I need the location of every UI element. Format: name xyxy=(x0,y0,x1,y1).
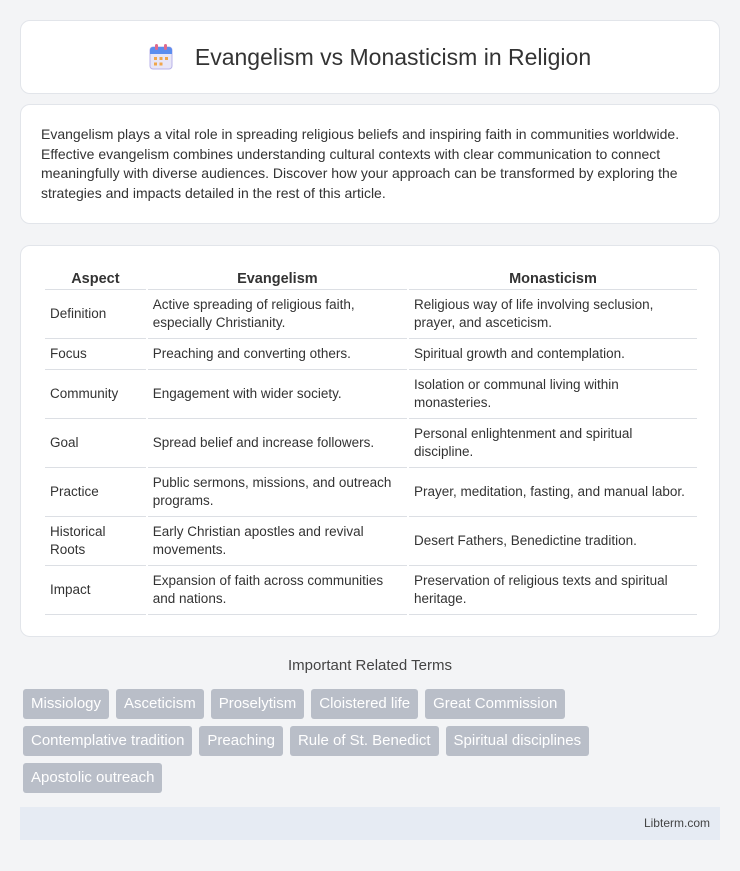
related-terms-list xyxy=(23,689,723,793)
table-cell: Isolation or communal living within monasteries. xyxy=(409,370,697,419)
table-row xyxy=(45,370,697,419)
related-term-tag[interactable]: Proselytism xyxy=(211,689,305,719)
related-term-tag[interactable]: Missiology xyxy=(23,689,109,719)
related-term-tag[interactable]: Rule of St. Benedict xyxy=(290,726,439,756)
table-cell: Active spreading of religious faith, especially Christianity. xyxy=(148,290,407,339)
related-terms-title: Important Related Terms xyxy=(288,657,452,674)
table-cell: Spread belief and increase followers. xyxy=(148,419,407,468)
related-term-tag[interactable]: Apostolic outreach xyxy=(23,763,162,793)
intro-text: Evangelism plays a vital role in spreading religious beliefs and inspiring faith in communities worldwide. Effective evangelism combines understanding cultural contexts with clear communication to connect meaningfully with diverse audiences. Discover how your approach can be transformed by exploring the strategies and impacts detailed in the rest of this article. xyxy=(41,126,680,201)
table-cell: Expansion of faith across communities and nations. xyxy=(148,566,407,615)
table-cell: Preaching and converting others. xyxy=(148,339,407,370)
header-card xyxy=(20,20,720,94)
table-cell: Public sermons, missions, and outreach programs. xyxy=(148,468,407,517)
table-row xyxy=(45,517,697,566)
related-term-tag[interactable]: Great Commission xyxy=(425,689,565,719)
table-row xyxy=(45,290,697,339)
table-cell: Desert Fathers, Benedictine tradition. xyxy=(409,517,697,566)
table-row xyxy=(45,468,697,517)
related-term-tag[interactable]: Contemplative tradition xyxy=(23,726,192,756)
intro-card xyxy=(20,104,720,224)
footer xyxy=(20,807,720,840)
table-cell: Personal enlightenment and spiritual discipline. xyxy=(409,419,697,468)
column-header: Evangelism xyxy=(148,268,407,290)
footer-site-link[interactable]: Libterm.com xyxy=(643,816,710,830)
page-title: Evangelism vs Monasticism in Religion xyxy=(194,43,592,70)
column-header: Aspect xyxy=(45,268,146,290)
table-cell: Focus xyxy=(45,339,146,370)
table-cell: Historical Roots xyxy=(45,517,146,566)
table-row xyxy=(45,419,697,468)
comparison-table-card xyxy=(20,245,720,637)
table-row xyxy=(45,339,697,370)
table-cell: Early Christian apostles and revival movements. xyxy=(148,517,407,566)
related-term-tag[interactable]: Cloistered life xyxy=(311,689,418,719)
related-term-tag[interactable]: Asceticism xyxy=(116,689,204,719)
table-cell: Prayer, meditation, fasting, and manual labor. xyxy=(409,468,697,517)
calendar-icon xyxy=(149,44,173,70)
table-cell: Definition xyxy=(45,290,146,339)
title-wrap xyxy=(149,44,591,71)
table-cell: Preservation of religious texts and spiritual heritage. xyxy=(409,566,697,615)
related-term-tag[interactable]: Spiritual disciplines xyxy=(446,726,590,756)
table-cell: Goal xyxy=(45,419,146,468)
table-cell: Practice xyxy=(45,468,146,517)
table-cell: Impact xyxy=(45,566,146,615)
table-row xyxy=(45,566,697,615)
table-cell: Spiritual growth and contemplation. xyxy=(409,339,697,370)
table-header-row xyxy=(45,268,697,290)
table-cell: Community xyxy=(45,370,146,419)
table-cell: Engagement with wider society. xyxy=(148,370,407,419)
comparison-table xyxy=(43,268,699,615)
table-cell: Religious way of life involving seclusion, prayer, and asceticism. xyxy=(409,290,697,339)
column-header: Monasticism xyxy=(409,268,697,290)
related-term-tag[interactable]: Preaching xyxy=(199,726,283,756)
